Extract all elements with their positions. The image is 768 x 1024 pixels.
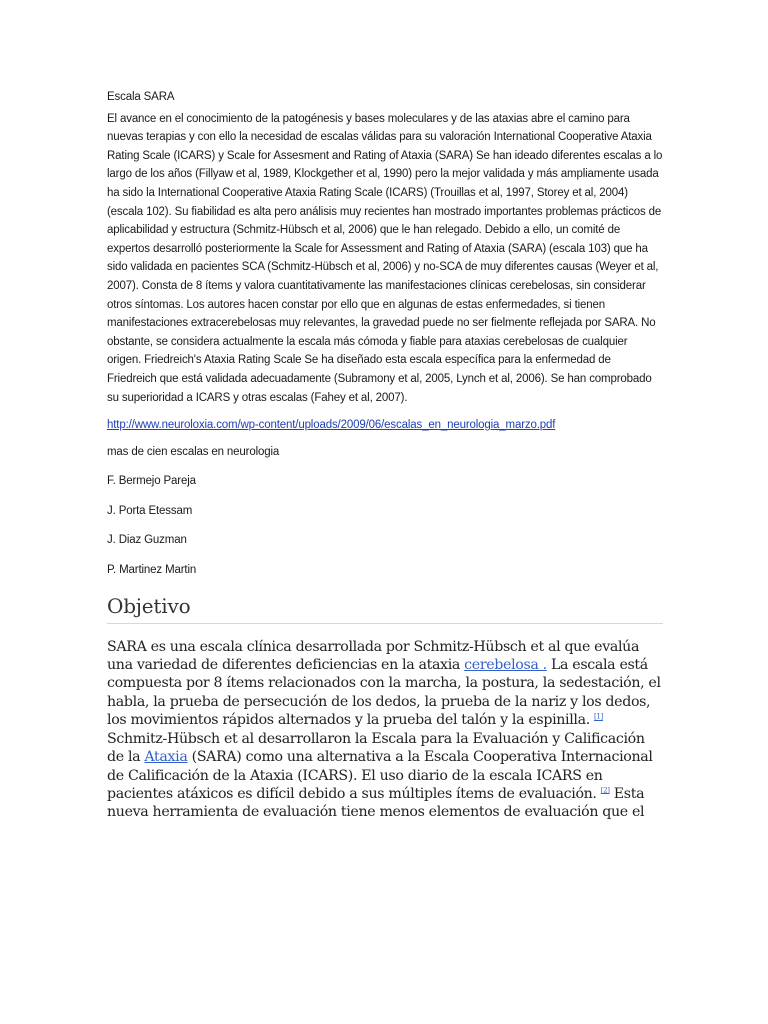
author-item: J. Porta Etessam (107, 504, 193, 517)
objetivo-text: SARA es una escala clínica desarrollada por Schmitz-Hübsch et al que evalúa una variedad de diferentes deficiencias en la ataxia (107, 638, 640, 674)
objetivo-text: Schmitz-Hübsch et al desarrollaron la Escala para la Evaluación y Calificación de la (107, 730, 645, 766)
reference-link-2[interactable]: [2] (600, 786, 610, 795)
author-item: P. Martinez Martin (107, 564, 197, 577)
document-page (107, 88, 663, 822)
source-link-line (107, 416, 663, 435)
objetivo-paragraph (107, 638, 663, 822)
cerebelosa-link[interactable]: cerebelosa . (464, 657, 547, 674)
intro-paragraph: El avance en el conocimiento de la patogénesis y bases moleculares y de las ataxias abre el camino para nuevas terapias y con ello la necesidad de escalas válidas para su valoración International Cooperative Ataxia Rating Scale (ICARS) y Scale for Assesment and Rating of Ataxia (SARA) Se han ideado diferentes escalas a lo largo de los años (Fillyaw et al, 1989, Klockgether et al, 1990) pero la mejor validada y más ampliamente usada ha sido la International Cooperative Ataxia Rating Scale (ICARS) (Trouillas et al, 1997, Storey et al, 2004) (escala 102). Su fiabilidad es alta pero análisis muy recientes han mostrado importantes problemas prácticos de aplicabilidad y estructura (Schmitz-Hübsch et al, 2006) que le han relegado. Debido a ello, un comité de expertos desarrolló posteriormente la Scale for Assessment and Rating of Ataxia (SARA) (escala 103) que ha sido validada en pacientes SCA (Schmitz-Hübsch et al, 2006) y no-SCA de muy diferentes causas (Weyer et al, 2007). Consta de 8 ítems y valora cuantitativamente las manifestaciones clínicas cerebelosas, sin considerar otros síntomas. Los autores hacen constar por ello que en algunas de estas enfermedades, si tienen manifestaciones extracerebelosas muy relevantes, la gravedad puede no ser fielmente reflejada por SARA. No obstante, se considera actualmente la escala más cómoda y fiable para ataxias cerebelosas de cualquier origen. Friedreich's Ataxia Rating Scale Se ha diseñado esta escala específica para la enfermedad de Friedreich que está validada adecuadamente (Subramony et al, 2005, Lynch et al, 2006). Se han comprobado su superioridad a ICARS y otras escalas (Fahey et al, 2007). (107, 112, 663, 404)
ataxia-link[interactable]: Ataxia (144, 749, 188, 766)
objetivo-text: La escala está compuesta por 8 ítems relacionados con la marcha, la postura, la sedestación, el habla, la prueba de persecución de los dedos, la prueba de la nariz y los dedos, los movimientos rápidos alternados y la prueba del talón y la espinilla. (107, 657, 661, 729)
source-pdf-link[interactable]: http://www.neuroloxia.com/wp-content/uploads/2009/06/escalas_en_neurologia_marzo.pdf (107, 419, 556, 432)
book-title: mas de cien escalas en neurologia (107, 445, 280, 458)
author-item: F. Bermejo Pareja (107, 475, 196, 488)
reference-link-1[interactable]: [1] (594, 712, 603, 721)
objetivo-text: Esta nueva herramienta de evaluación tiene menos elementos de evaluación que el (107, 785, 645, 821)
section-heading-objetivo: Objetivo (107, 594, 663, 624)
document-title: Escala SARA (107, 91, 175, 103)
author-item: J. Diaz Guzman (107, 534, 187, 547)
objetivo-text: (SARA) como una alternativa a la Escala Cooperativa Internacional de Calificación de la Ataxia (ICARS). El uso diario de la escala ICARS en pacientes atáxicos es difícil debido a sus múltiples ítems de evaluación. (107, 749, 653, 802)
